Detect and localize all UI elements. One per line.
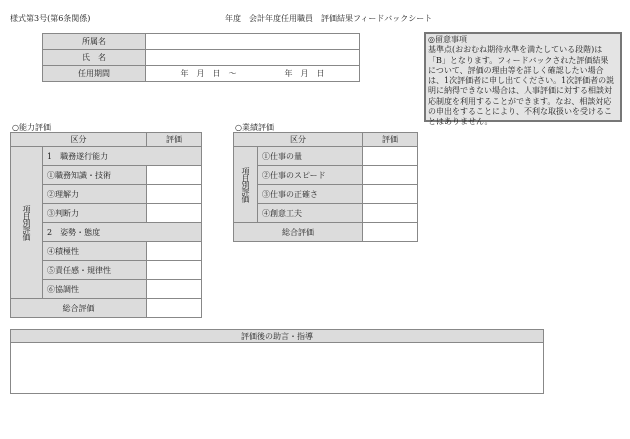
performance-total-label: 総合評価 <box>234 223 363 242</box>
ability-item: ⑤責任感・規律性 <box>43 261 147 280</box>
advice-field[interactable] <box>11 343 544 394</box>
ability-title: ○能力評価 <box>12 123 51 132</box>
ability-table <box>10 132 202 318</box>
notes-box <box>424 32 622 127</box>
rating-cell[interactable] <box>147 242 202 261</box>
affiliation-field[interactable] <box>146 34 360 50</box>
rating-cell[interactable] <box>147 166 202 185</box>
notes-line: 応制度を利用することができます。なお、相談対応 <box>428 96 612 106</box>
ability-group-2: 2 姿勢・態度 <box>43 223 202 242</box>
rating-cell[interactable] <box>147 280 202 299</box>
notes-line: とはありません。 <box>428 117 493 127</box>
notes-line: は、1次評価者に申し出てください。1次評価者の説 <box>428 76 615 86</box>
notes-title: ◎留意事項 <box>428 35 467 44</box>
period-field[interactable]: 年 月 日 ～ 年 月 日 <box>146 66 360 82</box>
advice-table <box>10 329 544 394</box>
rating-cell[interactable] <box>363 185 418 204</box>
affiliation-label: 所属名 <box>43 34 146 50</box>
rating-cell[interactable] <box>363 147 418 166</box>
ability-col-rating: 評価 <box>147 133 202 147</box>
rating-cell[interactable] <box>147 261 202 280</box>
period-label: 任用期間 <box>43 66 146 82</box>
ability-col-category: 区分 <box>11 133 147 147</box>
ability-total-cell[interactable] <box>147 299 202 318</box>
form-number: 様式第3号(第6条関係) <box>10 14 91 23</box>
ability-item: ④積極性 <box>43 242 147 261</box>
ability-item: ②理解力 <box>43 185 147 204</box>
rating-cell[interactable] <box>147 204 202 223</box>
ability-item: ⑥協調性 <box>43 280 147 299</box>
performance-title: ○業績評価 <box>235 123 274 132</box>
performance-side-label: 項目別評価 <box>234 147 258 223</box>
performance-table <box>233 132 418 242</box>
page-title: 年度 会計年度任用職員 評価結果フィードバックシート <box>225 14 433 23</box>
ability-item: ①職務知識・技術 <box>43 166 147 185</box>
performance-col-category: 区分 <box>234 133 363 147</box>
performance-col-rating: 評価 <box>363 133 418 147</box>
name-label: 氏 名 <box>43 50 146 66</box>
rating-cell[interactable] <box>147 185 202 204</box>
ability-total-label: 総合評価 <box>11 299 147 318</box>
rating-cell[interactable] <box>363 204 418 223</box>
performance-item: ①仕事の量 <box>258 147 363 166</box>
notes-line: について、評価の理由等を詳しく確認したい場合 <box>428 65 604 75</box>
notes-line: 「B」となります。フィードバックされた評価結果 <box>428 55 609 65</box>
performance-total-cell[interactable] <box>363 223 418 242</box>
notes-line: 基準点(おおむね期待水準を満たしている段階)は <box>428 45 603 55</box>
info-table <box>42 33 360 82</box>
name-field[interactable] <box>146 50 360 66</box>
notes-line: の申出をすることにより、不利な取扱いを受けるこ <box>428 107 612 117</box>
ability-group-1: 1 職務遂行能力 <box>43 147 202 166</box>
ability-side-label: 項目別評価 <box>11 147 43 299</box>
advice-title: 評価後の助言・指導 <box>11 330 544 343</box>
ability-item: ③判断力 <box>43 204 147 223</box>
performance-item: ④創意工夫 <box>258 204 363 223</box>
rating-cell[interactable] <box>363 166 418 185</box>
performance-item: ②仕事のスピード <box>258 166 363 185</box>
notes-line: 明に納得できない場合は、人事評価に対する相談対 <box>428 86 612 96</box>
performance-item: ③仕事の正確さ <box>258 185 363 204</box>
